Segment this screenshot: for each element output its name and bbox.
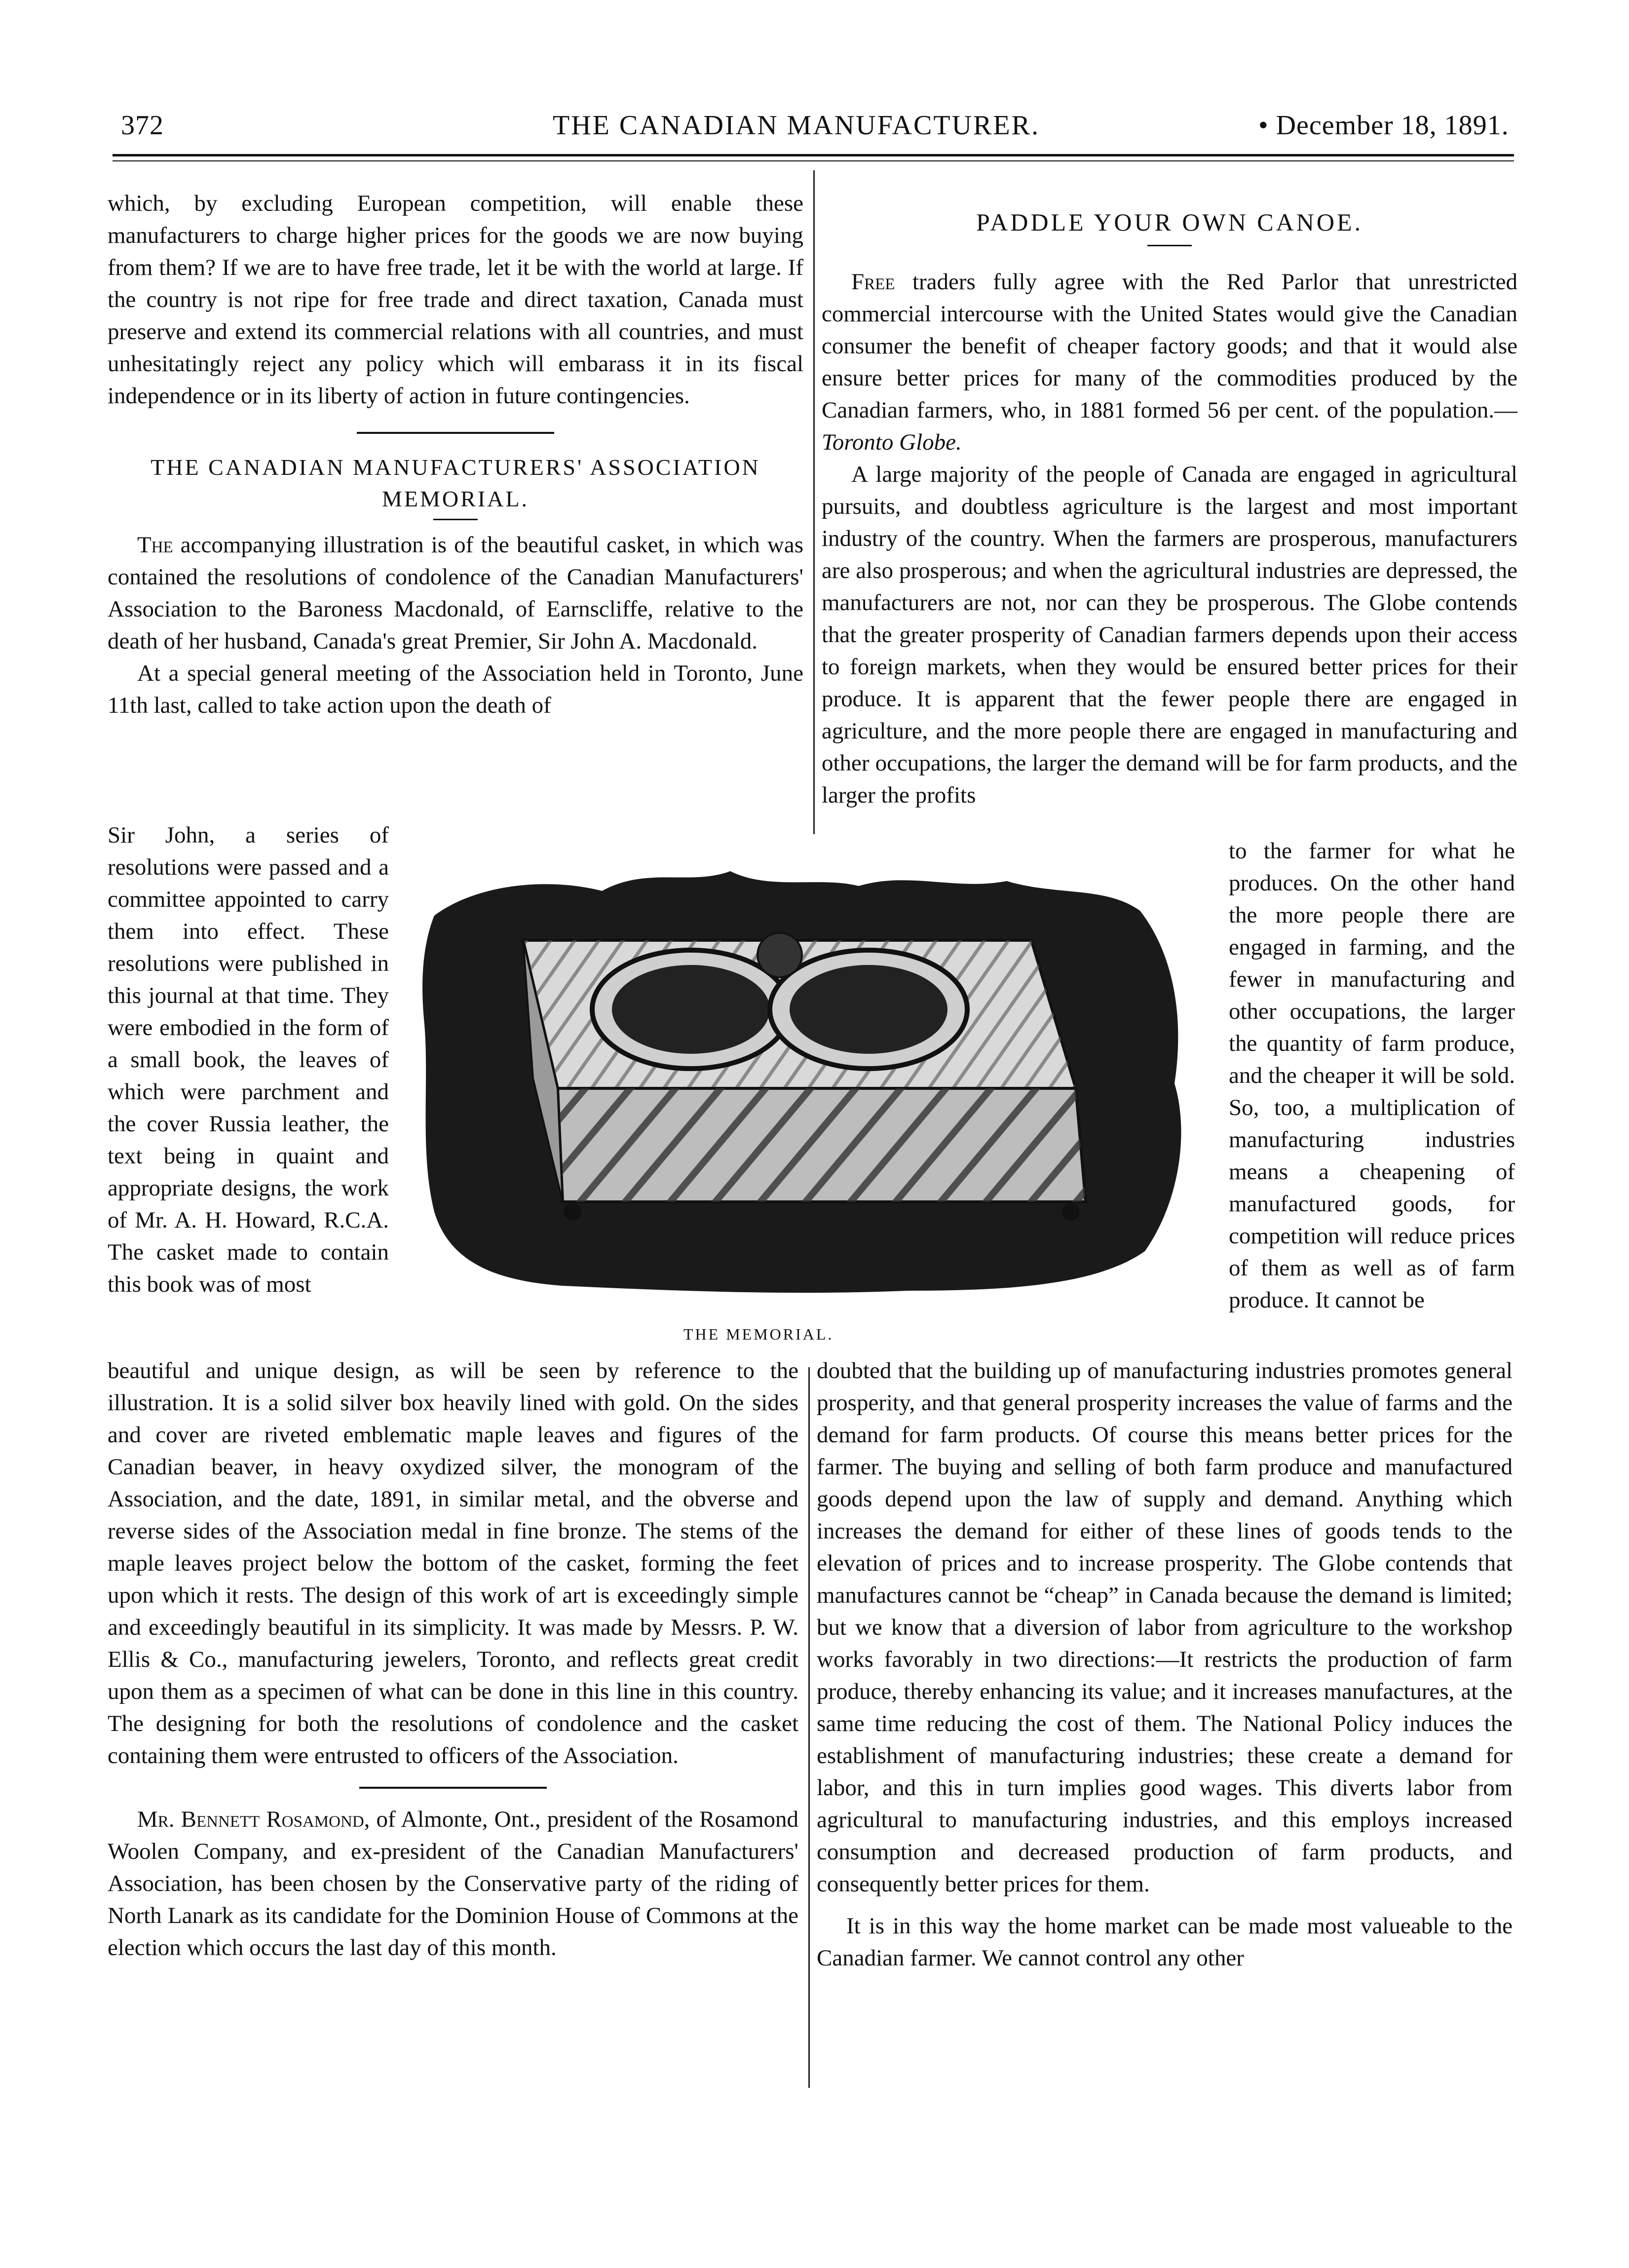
intro-paragraph: which, by excluding European competition, will enable these manufacturers to charge higher prices for the goods we are now buying from them? If we are to have free trade, let it be with the world at large. If the country is not ripe for free trade and direct taxation, Canada must preserve and extend its commercial relations with all countries, and must unhesitatingly reject any policy which will embarass it in its fiscal independence or in its liberty of action in future contingencies. xyxy=(108,191,803,409)
right-column-upper xyxy=(822,206,1517,811)
canoe-section-title: PADDLE YOUR OWN CANOE. xyxy=(976,208,1364,236)
canoe-paragraph-2: It is in this way the home market can be made most valueable to the Canadian farmer. We cannot control any other xyxy=(817,1913,1513,1971)
canoe-title-underline xyxy=(1147,245,1192,246)
canoe-paragraph-1-end: doubted that the building up of manufacturing industries promotes general prosperity, and that general prosperity increases the value of farms and the demand for farm products. Of course this means better prices for the farmer. The buying and selling of both farm produce and manufactured goods depend upon the law of supply and demand. Anything which increases the demand for either of these lines of goods tends to the elevation of prices and to increase prosperity. The Globe contends that manufactures cannot be “cheap” in Canada because the demand is limited; but we know that a diversion of labor from agriculture to the workshop works favorably in two directions:—It restricts the production of farm produce, thereby enhancing its value; and it increases manufactures, at the same time reducing the cost of them. The National Policy induces the establishment of manufacturing industries; these create a demand for labor, and this in turn implies good wages. This diverts labor from agricultural to manufacturing industries, and this employs increased consumption and decreased production of farm products, and consequently better prices for them. xyxy=(817,1358,1513,1897)
header-rule-thick xyxy=(113,154,1514,156)
column-divider-upper xyxy=(813,170,815,834)
column-divider-lower xyxy=(808,1367,810,2088)
memorial-section-title: THE CANADIAN MANUFACTURERS' ASSOCIATION xyxy=(151,455,760,480)
left-inset-text: Sir John, a series of resolutions were passed and a committee appointed to carry them into effect. These resolutions were published in this journal at that time. They were embodied in the form of a small book, the leaves of which were parchment and the cover Russia leather, the text being in quaint and appropriate designs, the work of Mr. A. H. Howard, R.C.A. The casket made to contain this book was of most xyxy=(108,822,389,1297)
figure-caption: THE MEMORIAL. xyxy=(683,1325,834,1343)
memorial-paragraph-2-end: beautiful and unique design, as will be seen by reference to the illustration. It is a solid silver box heavily lined with gold. On the sides and cover are riveted emblematic maple leaves and figures of the Canadian beaver, in heavy oxydized silver, the monogram of the Association, and the date, 1891, in similar metal, and the obverse and reverse sides of the Association medal in fine bronze. The stems of the maple leaves project below the bottom of the casket, forming the feet upon which it rests. The design of this work of art is exceedingly simple and exceedingly beautiful in its simplicity. It was made by Messrs. P. W. Ellis & Co., manufacturing jewelers, Toronto, and reflects great credit upon them as a specimen of what can be done in this line in this country. The designing for both the resolutions of condolence and the casket containing them were entrusted to officers of the Association. xyxy=(108,1358,798,1768)
rosamond-separator xyxy=(359,1787,547,1789)
right-inset-text: to the farmer for what he produces. On the other hand the more people there are engaged in farming, and the fewer in manufacturing and other occupations, the larger the quantity of farm produce, and the cheaper it will be sold. So, too, a multiplication of manufacturing industries means a cheapening of manufactured goods, for competition will reduce prices of them as well as of farm produce. It cannot be xyxy=(1229,838,1515,1313)
masthead-title: THE CANADIAN MANUFACTURER. xyxy=(553,110,1040,141)
memorial-section-title-line2: MEMORIAL. xyxy=(382,486,529,511)
left-column-upper xyxy=(108,188,803,722)
title-underline xyxy=(433,519,478,520)
memorial-paragraph-1: The accompanying illustration is of the beautiful casket, in which was contained the resolutions of condolence of the Canadian Manufacturers' Association to the Baroness Macdonald, of Earnscliffe, relative to the death of her husband, Canada's great Premier, Sir John A. Macdonald. xyxy=(108,532,803,654)
memorial-paragraph-2-start: At a special general meeting of the Association held in Toronto, June 11th last, called to take action upon the death of xyxy=(108,660,803,718)
left-column-lower xyxy=(108,1355,798,1964)
canoe-paragraph-1-start: A large majority of the people of Canada are engaged in agricultural pursuits, and doubtless agriculture is the largest and most important industry of the country. When the farmers are prosperous, manufacturers are also prosperous; and when the agricultural industries are depressed, the manufacturers are not, nor can they be prosperous. The Globe contends that the greater prosperity of Canadian farmers depends upon their access to foreign markets, when they would be ensured better prices for their produce. It is apparent that the fewer people there are engaged in agriculture, and the more people there are engaged in manufacturing and other occupations, the larger the demand will be for farm products, and the larger the profits xyxy=(822,461,1517,808)
memorial-casket-illustration xyxy=(415,856,1199,1301)
globe-quote: Free traders fully agree with the Red Parlor that unrestricted commercial intercourse with the United States would give the Canadian consumer the benefit of cheaper factory goods; and that it would alse ensure better prices for many of the commodities produced by the Canadian farmers, who, in 1881 formed 56 per cent. of the population.—Toronto Globe. xyxy=(822,269,1518,455)
header-rule-thin xyxy=(113,160,1514,161)
page-number: 372 xyxy=(121,110,164,141)
rosamond-paragraph: Mr. Bennett Rosamond, of Almonte, Ont., president of the Rosamond Woolen Company, and ex-president of the Canadian Manufacturers' Association, has been chosen by the Conservative party of the riding of North Lanark as its candidate for the Dominion House of Commons at the election which occurs the last day of this month. xyxy=(108,1807,799,1960)
right-column-lower xyxy=(817,1355,1513,1974)
section-separator xyxy=(357,432,554,434)
issue-date: • December 18, 1891. xyxy=(1258,110,1509,141)
